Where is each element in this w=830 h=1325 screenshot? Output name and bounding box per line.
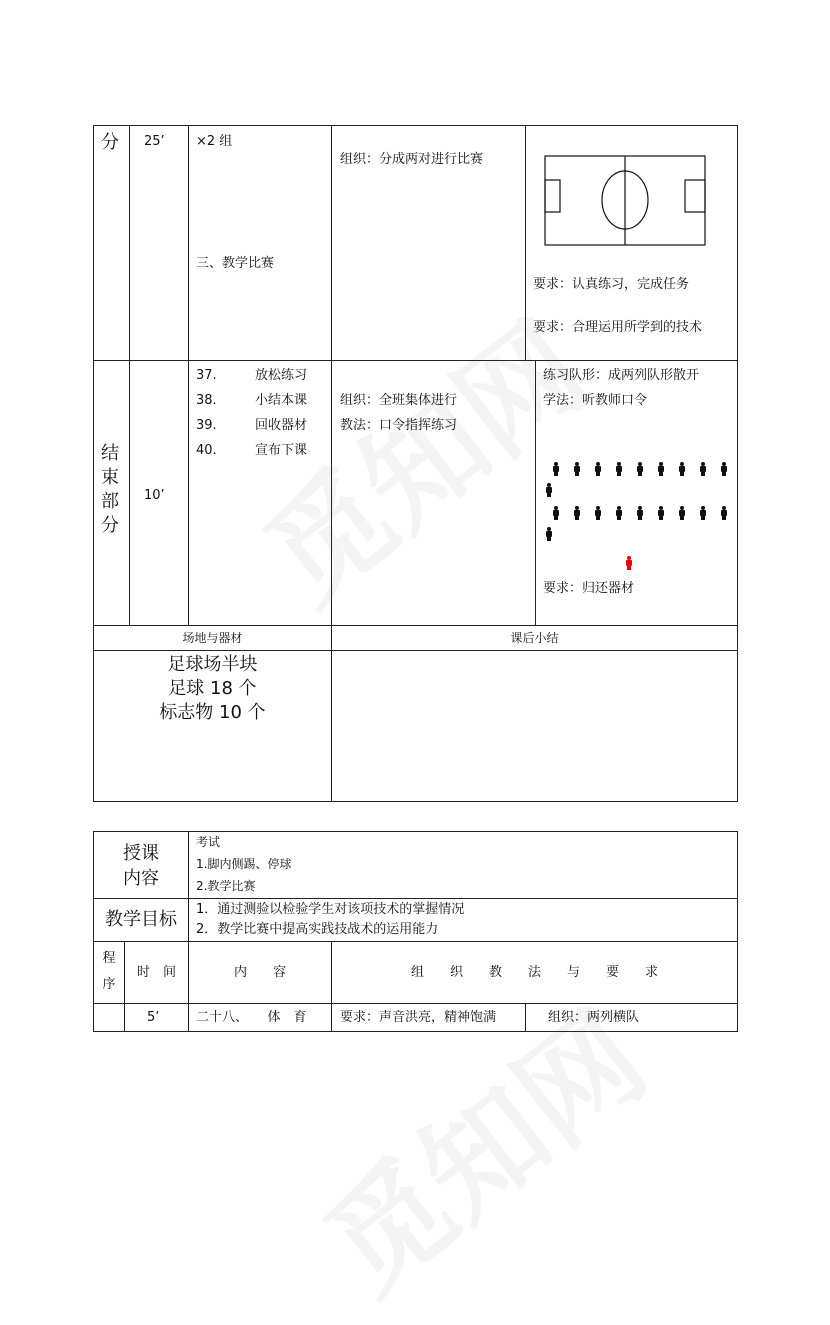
venue-equipment-list xyxy=(94,653,331,725)
item-text: 放松练习 xyxy=(255,368,308,383)
content-line: ×2 组 xyxy=(196,134,233,149)
organization-text: 组织：两列横队 xyxy=(548,1010,640,1025)
section-char: 束 xyxy=(101,467,119,488)
student-figure xyxy=(574,506,580,520)
content-column-header: 内 容 xyxy=(233,965,286,980)
program-column-header xyxy=(94,946,124,998)
section-char: 结 xyxy=(101,443,119,464)
organization-column-header: 组 织 教 法 与 要 求 xyxy=(410,965,658,980)
venue-line: 足球场半块 xyxy=(167,654,258,675)
student-figure xyxy=(658,506,664,520)
item-number: 37. xyxy=(196,368,217,383)
student-figure xyxy=(637,462,643,476)
content-line: 三、教学比赛 xyxy=(196,256,275,271)
student-figure xyxy=(546,527,552,541)
item-text: 宣布下课 xyxy=(255,443,308,458)
student-figure xyxy=(553,462,559,476)
student-figure xyxy=(700,506,706,520)
organization-text: 组织：分成两对进行比赛 xyxy=(340,152,484,167)
teaching-content-line: 2.教学比赛 xyxy=(196,879,256,893)
requirement-text: 要求：声音洪亮，精神饱满 xyxy=(340,1010,497,1025)
student-figure xyxy=(595,506,601,520)
content-line: 二十八、 体 育 xyxy=(196,1010,307,1025)
requirement-text: 要求：认真练习，完成任务 xyxy=(533,277,690,292)
student-figure xyxy=(679,506,685,520)
teacher-figure xyxy=(626,556,632,570)
student-figure xyxy=(616,506,622,520)
student-figure xyxy=(553,506,559,520)
football-field-diagram xyxy=(544,155,708,247)
section-label xyxy=(101,442,125,538)
teaching-goal-line: 1．通过测验以检验学生对该项技术的掌握情况 xyxy=(196,902,465,917)
item-text: 小结本课 xyxy=(255,393,308,408)
time-value: 10’ xyxy=(144,488,165,503)
teaching-goal-label: 教学目标 xyxy=(105,909,177,930)
venue-line: 足球 18 个 xyxy=(168,678,257,699)
student-figure xyxy=(637,506,643,520)
program-header-char: 程 xyxy=(102,951,116,966)
item-number: 40. xyxy=(196,443,217,458)
student-figure xyxy=(679,462,685,476)
student-figure xyxy=(546,483,552,497)
time-value: 5’ xyxy=(147,1010,160,1025)
requirement-text: 要求：合理运用所学到的技术 xyxy=(533,320,703,335)
teaching-content-label-line: 授课 xyxy=(123,843,159,864)
venue-header: 场地与器材 xyxy=(182,631,243,645)
student-figure xyxy=(595,462,601,476)
program-header-char: 序 xyxy=(102,977,116,992)
requirement-text: 要求：归还器材 xyxy=(543,581,635,596)
learning-method-text: 学法：听教师口令 xyxy=(543,393,648,408)
formation-text: 练习队形：成两列队形散开 xyxy=(543,368,700,383)
section-label-part: 分 xyxy=(101,132,119,153)
item-number: 38. xyxy=(196,393,217,408)
venue-line: 标志物 10 个 xyxy=(159,702,266,723)
method-text: 教法：口令指挥练习 xyxy=(340,418,458,433)
section-char: 部 xyxy=(101,491,119,512)
teaching-content-label-line: 内容 xyxy=(123,868,159,889)
teaching-content-line: 1.脚内侧踢、停球 xyxy=(196,857,292,871)
student-figure xyxy=(700,462,706,476)
student-figure xyxy=(721,506,727,520)
student-figure xyxy=(721,462,727,476)
item-text: 回收器材 xyxy=(255,418,308,433)
field-right-goal-area xyxy=(685,180,705,212)
teaching-content-line: 考试 xyxy=(196,835,221,849)
time-column-header: 时 间 xyxy=(136,965,176,980)
organization-text: 组织：全班集体进行 xyxy=(340,393,458,408)
time-value: 25’ xyxy=(144,134,165,149)
teaching-content-label xyxy=(94,841,188,891)
summary-header: 课后小结 xyxy=(510,631,559,645)
teaching-goal-line: 2．教学比赛中提高实践技战术的运用能力 xyxy=(196,922,439,937)
student-figure xyxy=(616,462,622,476)
student-figure xyxy=(658,462,664,476)
section-char: 分 xyxy=(101,515,119,536)
student-figure xyxy=(574,462,580,476)
item-number: 39. xyxy=(196,418,217,433)
field-left-goal-area xyxy=(545,180,560,212)
